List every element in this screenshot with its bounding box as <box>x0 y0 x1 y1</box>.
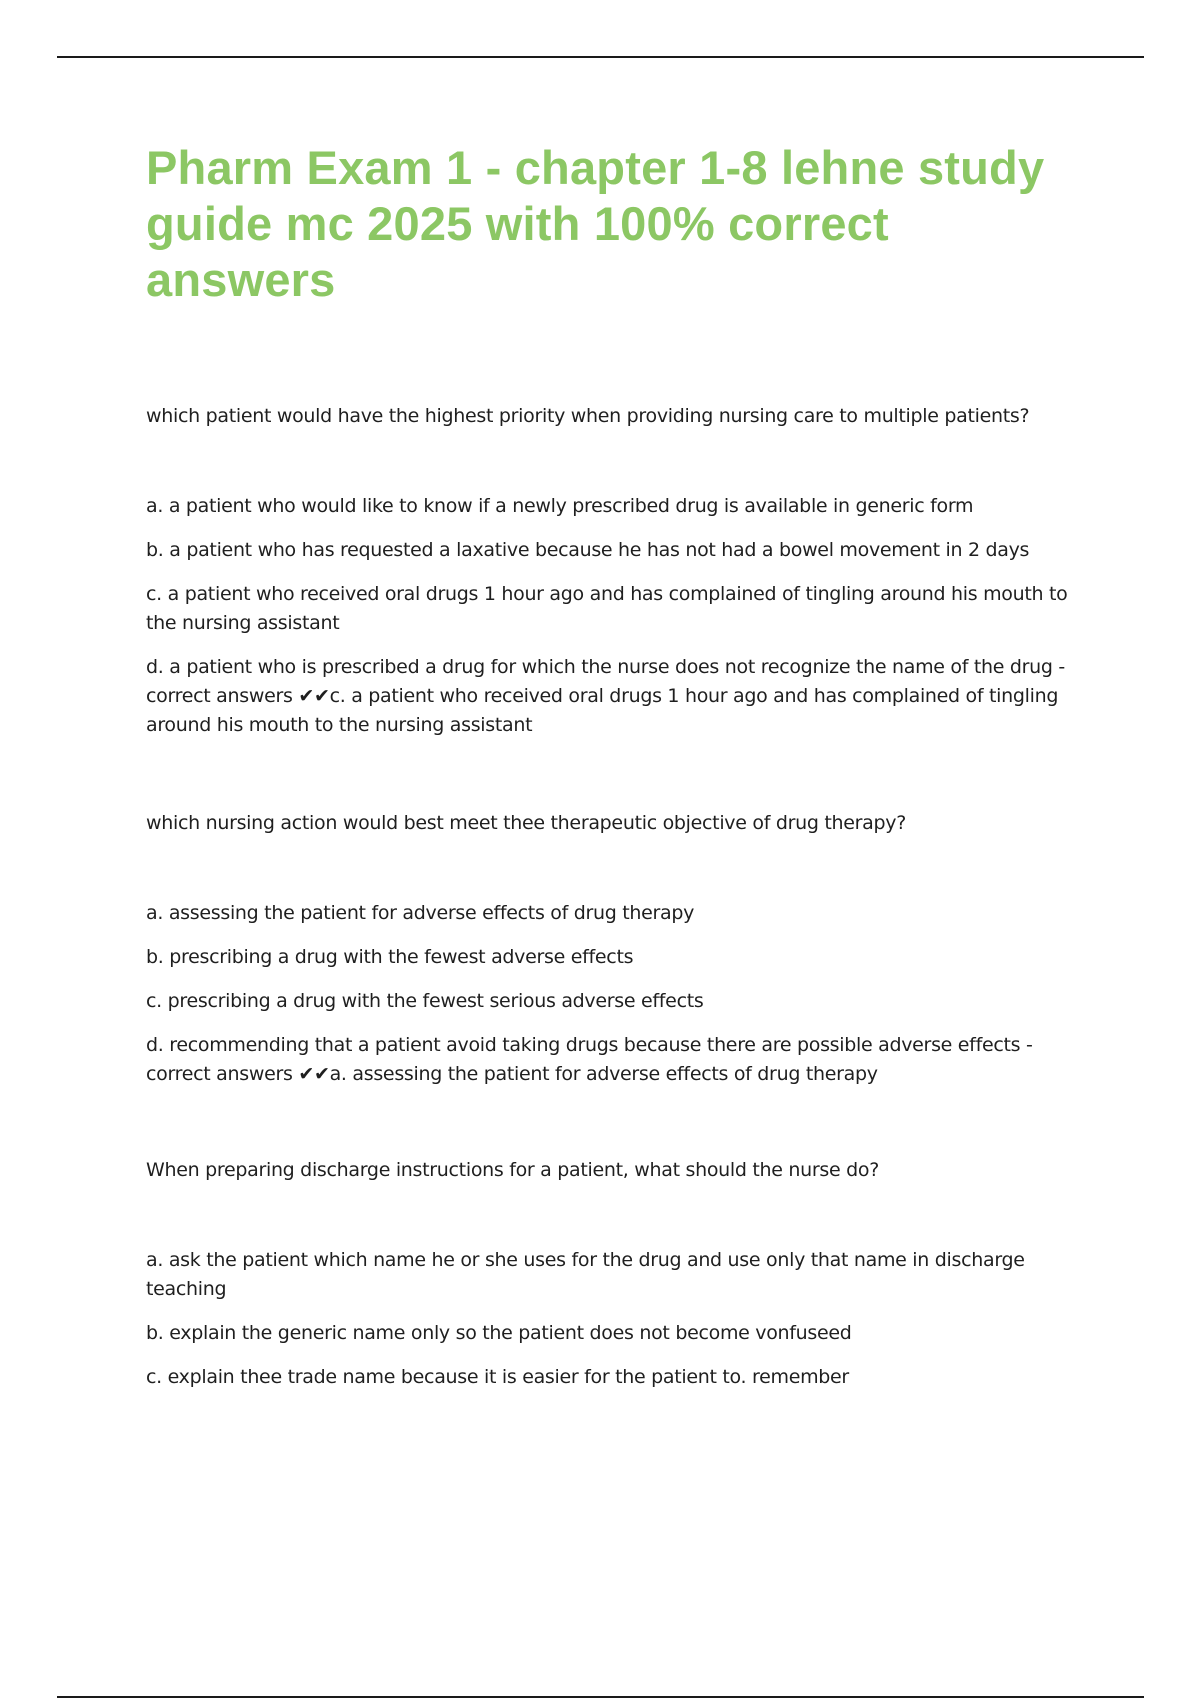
question-block-1 <box>146 402 1086 740</box>
question-prompt: which nursing action would best meet thee therapeutic objective of drug therapy? <box>146 812 906 834</box>
document-page <box>146 140 1086 1388</box>
answer-option-b: b. explain the generic name only so the patient does not become vonfuseed <box>146 1322 852 1344</box>
answer-option-c: c. a patient who received oral drugs 1 hour ago and has complained of tingling around his mouth to the nursing assistant <box>146 583 1068 634</box>
answer-option-a: a. ask the patient which name he or she uses for the drug and use only that name in discharge teaching <box>146 1249 1025 1300</box>
answer-option-b: b. a patient who has requested a laxative because he has not had a bowel movement in 2 days <box>146 539 1030 561</box>
answer-options <box>146 899 1086 1089</box>
question-prompt: which patient would have the highest priority when providing nursing care to multiple patients? <box>146 405 1030 427</box>
answer-options <box>146 1246 1086 1392</box>
answer-option-d-with-correct-answer: d. recommending that a patient avoid taking drugs because there are possible adverse effects - correct answers ✔✔a. assessing the patient for adverse effects of drug therapy <box>146 1034 1033 1085</box>
answer-options <box>146 492 1086 740</box>
answer-option-a: a. a patient who would like to know if a newly prescribed drug is available in generic form <box>146 495 974 517</box>
question-block-2 <box>146 809 1086 1089</box>
answer-option-c: c. explain thee trade name because it is easier for the patient to. remember <box>146 1366 849 1388</box>
answer-option-b: b. prescribing a drug with the fewest adverse effects <box>146 946 634 968</box>
answer-option-c: c. prescribing a drug with the fewest serious adverse effects <box>146 990 704 1012</box>
top-rule <box>57 56 1144 58</box>
answer-option-a: a. assessing the patient for adverse effects of drug therapy <box>146 902 695 924</box>
answer-option-d-with-correct-answer: d. a patient who is prescribed a drug for which the nurse does not recognize the name of the drug - correct answers ✔✔c. a patient who received oral drugs 1 hour ago and has complained of tingling around his mouth to the nursing assistant <box>146 656 1065 736</box>
document-title: Pharm Exam 1 - chapter 1-8 lehne study guide mc 2025 with 100% correct answers <box>146 141 1045 306</box>
bottom-rule <box>57 1696 1144 1698</box>
question-prompt: When preparing discharge instructions for a patient, what should the nurse do? <box>146 1159 879 1181</box>
question-block-3 <box>146 1156 1086 1392</box>
